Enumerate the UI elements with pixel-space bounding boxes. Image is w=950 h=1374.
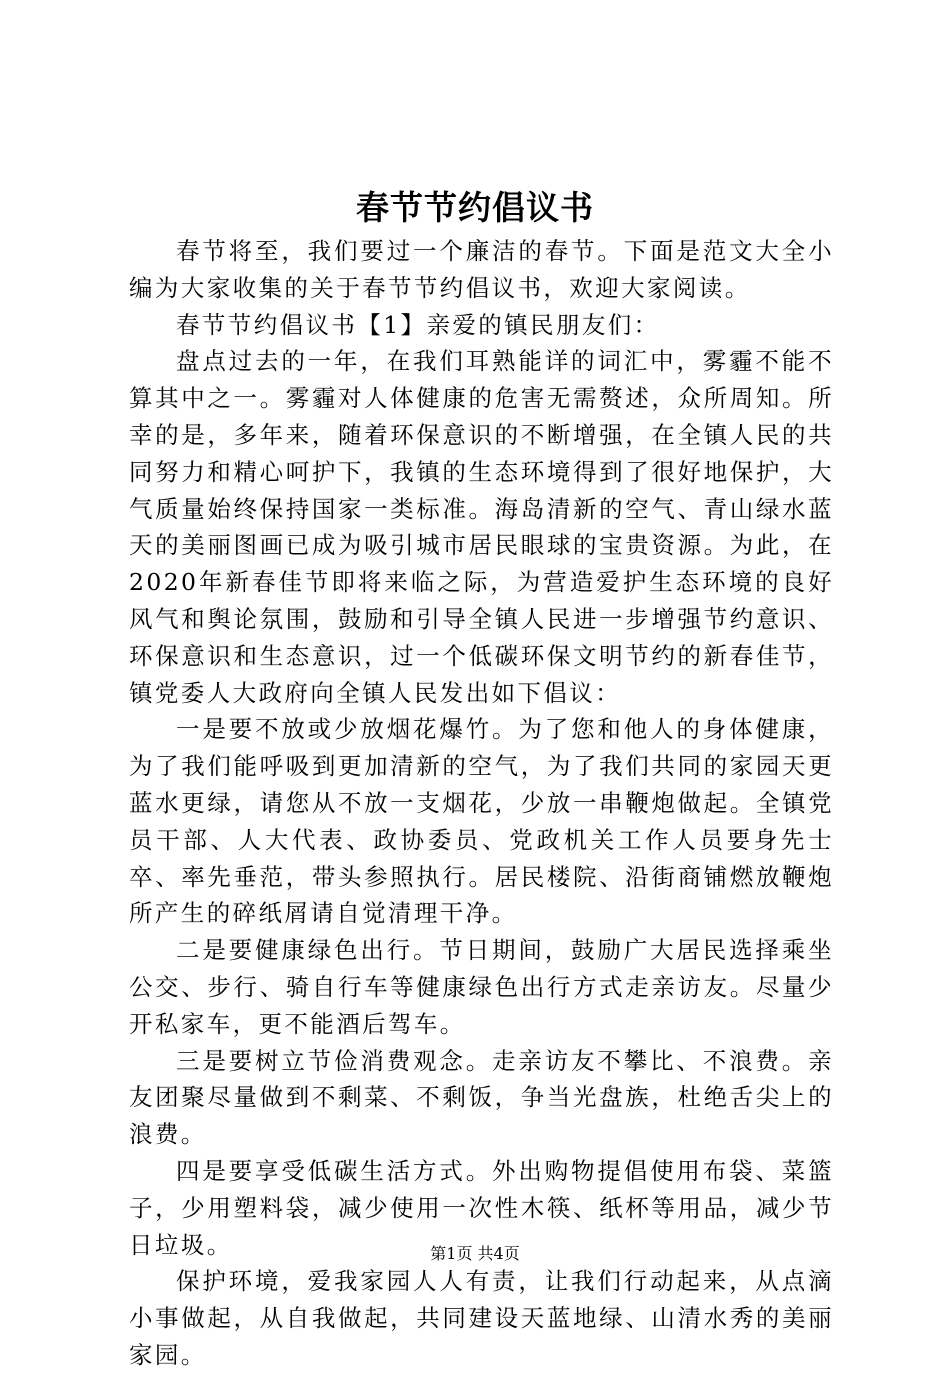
document-title: 春节节约倡议书 — [356, 188, 594, 227]
page-number-footer: 第1页 共4页 — [430, 1244, 520, 1263]
proposal-two-paragraph: 二是要健康绿色出行。节日期间，鼓励广大居民选择乘坐公交、步行、骑自行车等健康绿色出行方式走亲访友。尽量少开私家车，更不能酒后驾车。 — [129, 936, 834, 1038]
proposal-four-paragraph: 四是要享受低碳生活方式。外出购物提倡使用布袋、菜篮子，少用塑料袋，减少使用一次性木筷、纸杯等用品，减少节日垃圾。 — [129, 1156, 834, 1259]
proposal-three-paragraph: 三是要树立节俭消费观念。走亲访友不攀比、不浪费。亲友团聚尽量做到不剩菜、不剩饭，争当光盘族，杜绝舌尖上的浪费。 — [129, 1046, 834, 1149]
closing-paragraph: 保护环境，爱我家园人人有责，让我们行动起来，从点滴小事做起，从自我做起，共同建设天蓝地绿、山清水秀的美丽家园。 — [129, 1267, 834, 1369]
proposal-one-paragraph: 一是要不放或少放烟花爆竹。为了您和他人的身体健康，为了我们能呼吸到更加清新的空气，为了我们共同的家园天更蓝水更绿，请您从不放一支烟花，少放一串鞭炮做起。全镇党员干部、人大代表、政协委员、党政机关工作人员要身先士卒、率先垂范，带头参照执行。居民楼院、沿街商铺燃放鞭炮所产生的碎纸屑请自觉清理干净。 — [129, 715, 834, 928]
intro-paragraph: 春节将至，我们要过一个廉洁的春节。下面是范文大全小编为大家收集的关于春节节约倡议书，欢迎大家阅读。 — [129, 237, 834, 302]
salutation-paragraph: 春节节约倡议书【1】亲爱的镇民朋友们： — [176, 310, 660, 339]
background-paragraph: 盘点过去的一年，在我们耳熟能详的词汇中，雾霾不能不算其中之一。雾霾对人体健康的危害无需赘述，众所周知。所幸的是，多年来，随着环保意识的不断增强，在全镇人民的共同努力和精心呵护下，我镇的生态环境得到了很好地保护，大气质量始终保持国家一类标准。海岛清新的空气、青山绿水蓝天的美丽图画已成为吸引城市居民眼球的宝贵资源。为此，在2020年新春佳节即将来临之际，为营造爱护生态环境的良好风气和舆论氛围，鼓励和引导全镇人民进一步增强节约意识、环保意识和生态意识，过一个低碳环保文明节约的新春佳节，镇党委人大政府向全镇人民发出如下倡议： — [129, 347, 834, 707]
document-body — [129, 233, 834, 1374]
